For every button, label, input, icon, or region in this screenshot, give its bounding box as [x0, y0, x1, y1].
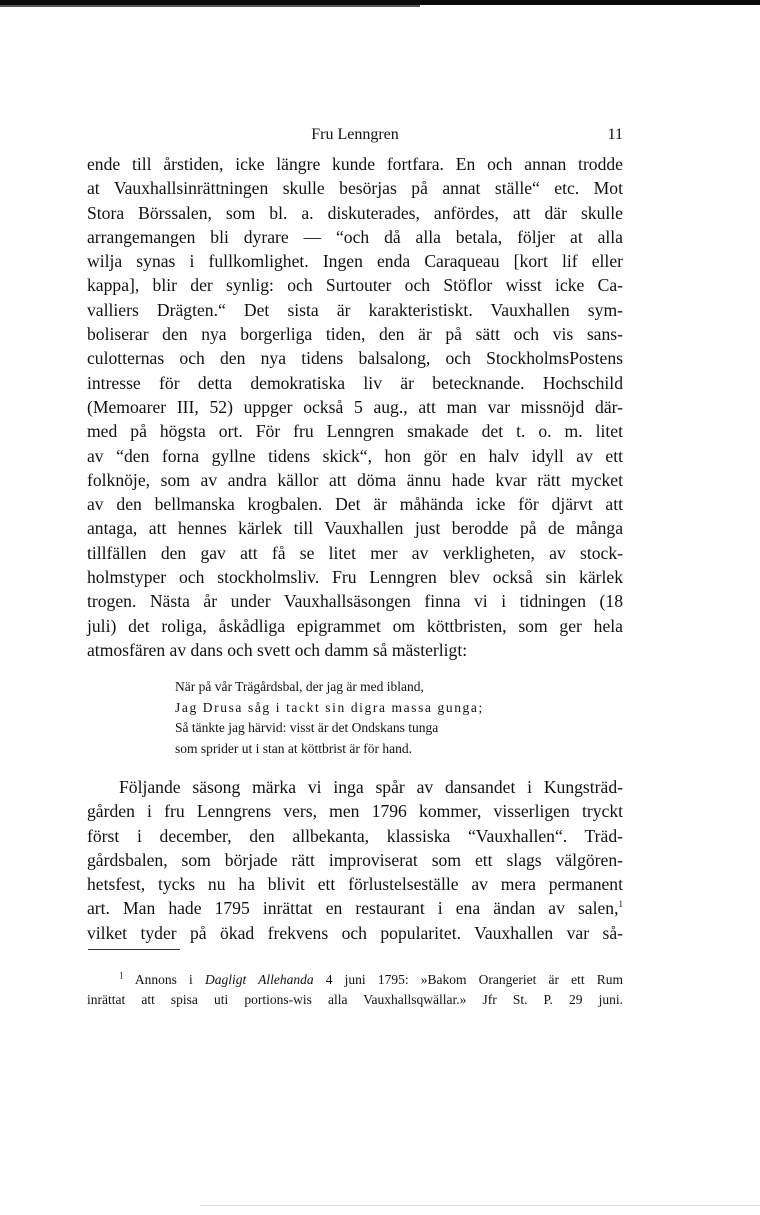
newspaper-title: Dagligt Allehanda: [204, 972, 314, 987]
text-line: av den bellmanska krogbalen. Det är måhända icke för djärvt att: [87, 494, 623, 515]
poem-epigram: [175, 677, 484, 760]
text-line: kappa], blir der synlig: och Surtouter och Stöflor wisst icke Ca-: [87, 275, 623, 296]
page-header: [87, 126, 623, 148]
text-line: hetsfest, tycks nu ha blivit ett förlustelseställe av mera permanent: [87, 874, 623, 895]
poem-line: När på vår Trägårdsbal, der jag är med ibland,: [175, 679, 424, 694]
paragraph-1: [87, 152, 623, 662]
text-line: intresse för detta demokratiska liv är betecknande. Hochschild: [87, 372, 623, 393]
scan-bottom-edge: [200, 1205, 760, 1206]
text-line: gårdsbalen, som började rätt improviserat som ett slags välgören-: [87, 849, 623, 870]
text-line: vilket tyder på ökad frekvens och popularitet. Vauxhallen var så-: [87, 922, 623, 943]
text-line: juli) det roliga, åskådliga epigrammet om köttbristen, som ger hela: [87, 615, 623, 636]
text-line: Stora Börssalen, som bl. a. diskuterades, anfördes, att där skulle: [87, 202, 623, 223]
text-line: folknöje, som av andra källor att döma ännu hade kvar rätt mycket: [87, 469, 623, 490]
poem-line: Så tänkte jag härvid: visst är det Ondskans tunga: [175, 720, 439, 736]
text-line: med på högsta ort. För fru Lenngren smakade det t. o. m. litet: [87, 421, 623, 442]
text-line: ende till årstiden, icke längre kunde fortfara. En och annan trodde: [87, 154, 623, 174]
scan-edge-shadow: [0, 5, 420, 7]
text-line: trogen. Nästa år under Vauxhallsäsongen finna vi i tidningen (18: [87, 591, 623, 612]
poem-line: Jag Drusa såg i tackt sin digra massa gunga;: [175, 699, 484, 715]
footnote-divider: [88, 949, 180, 950]
text-line: at Vauxhallsinrättningen skulle besörjas på annat ställe“ etc. Mot: [87, 178, 623, 199]
page-number: 11: [607, 126, 623, 143]
footnote: [87, 970, 623, 1009]
footnote-line: $^1$ Annons i Dagligt Allehanda 4 juni 1795: »Bakom Orangeriet är ett Rum: [119, 970, 624, 987]
paragraph-2: [87, 775, 623, 945]
text-line: culotternas och den nya tidens balsalong, och StockholmsPostens: [87, 348, 623, 369]
text-line: av “den forna gyllne tidens skick“, hon gör en halv idyll av ett: [87, 445, 623, 466]
text-line: (Memoarer III, 52) uppger också 5 aug., att man var missnöjd där-: [87, 396, 623, 417]
text-line: wilja synas i fullkomlighet. Ingen enda Caraqueau [kort lif eller: [87, 251, 623, 272]
poem-line: som sprider ut i stan at köttbrist är för hand.: [175, 741, 412, 757]
footnote-line: inrättat att spisa uti portions-wis alla Vauxhallsqwällar.» Jfr St. P. 29 juni.: [87, 991, 623, 1007]
text-line: gården i fru Lenngrens vers, men 1796 kommer, visserligen tryckt: [87, 801, 623, 822]
text-line: antaga, att hennes kärlek till Vauxhallen just berodde på de många: [87, 518, 623, 539]
footnote-marker: 1: [119, 970, 124, 981]
text-line: art. Man hade 1795 inrättat en restaurant i ena ändan av salen,$^1$: [87, 898, 623, 919]
text-line: valliers Drägten.“ Det sista är karakteristiskt. Vauxhallen sym-: [87, 299, 623, 320]
text-line: först i december, den allbekanta, klassiska “Vauxhallen“. Träd-: [87, 825, 623, 846]
text-line: boliserar den nya borgerliga tiden, den är på sätt och vis sans-: [87, 324, 623, 345]
text-line: holmstyper och stockholmsliv. Fru Lenngren blev också sin kärlek: [87, 567, 623, 588]
text-line: tillfällen den gav att få se litet mer av verkligheten, av stock-: [87, 542, 623, 563]
text-line: atmosfären av dans och svett och damm så mästerligt:: [87, 639, 468, 660]
text-line: Följande säsong märka vi inga spår av dansandet i Kungsträd-: [119, 777, 623, 797]
running-title: Fru Lenngren: [311, 126, 399, 143]
text-line: arrangemangen bli dyrare — “och då alla betala, följer at alla: [87, 226, 623, 247]
footnote-reference: 1: [618, 899, 623, 910]
